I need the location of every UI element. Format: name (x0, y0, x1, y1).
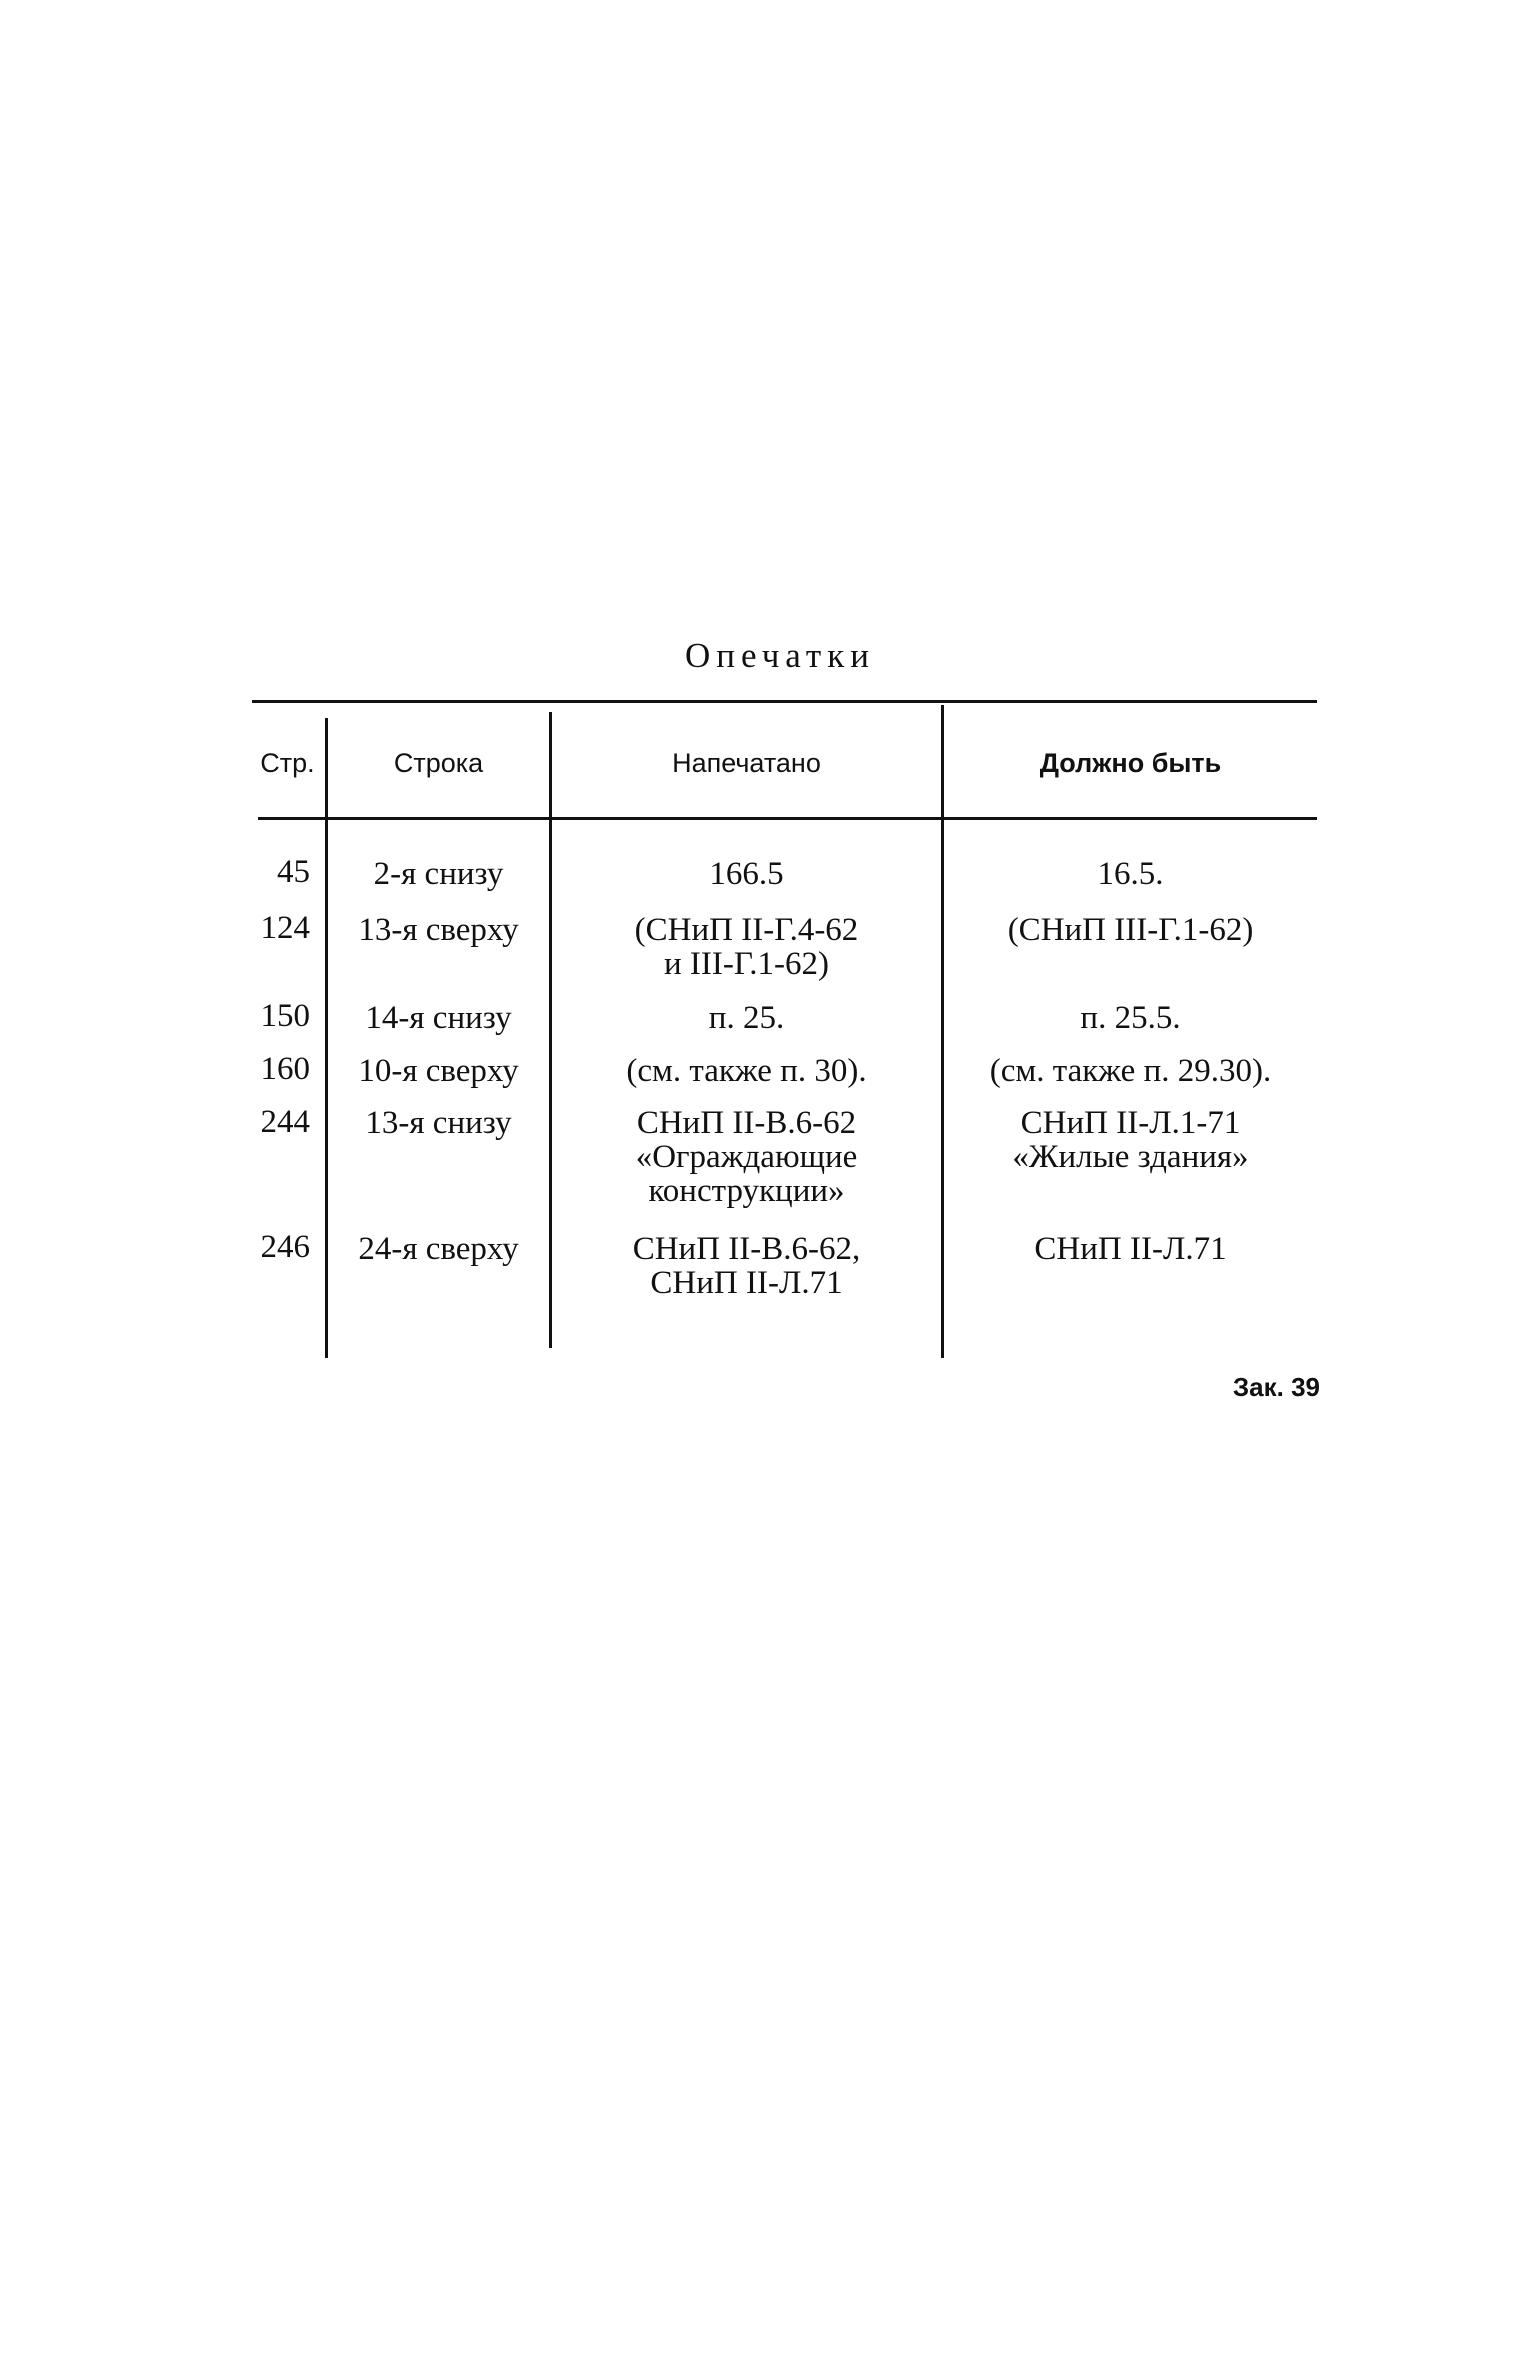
row-should-be: СНиП II-Л.1-71 «Жилые здания» (1012, 1105, 1249, 1175)
row-should-be: (см. также п. 29.30). (989, 1053, 1272, 1089)
row-page: 246 (260, 1229, 310, 1265)
column-header-line: Строка (393, 748, 484, 778)
row-printed: п. 25. (708, 1000, 785, 1036)
row-line: 24-я сверху (358, 1231, 519, 1267)
row-should-be: (СНиП III-Г.1-62) (1007, 912, 1254, 948)
row-should-be: 16.5. (1097, 856, 1164, 892)
row-printed: 166.5 (709, 856, 784, 892)
row-line: 14-я снизу (365, 1000, 512, 1036)
row-line: 10-я сверху (358, 1053, 519, 1089)
row-page: 244 (260, 1104, 310, 1140)
row-page: 150 (260, 998, 310, 1034)
row-printed: (СНиП II-Г.4-62 и III-Г.1-62) (634, 912, 859, 982)
column-header-printed: Напечатано (672, 748, 821, 778)
column-header-should-be: Должно быть (1039, 748, 1222, 778)
row-page: 160 (260, 1051, 310, 1087)
table-top-rule (252, 700, 1317, 703)
row-line: 2-я снизу (373, 856, 504, 892)
row-line: 13-я сверху (358, 912, 519, 948)
table-header-rule (258, 817, 1317, 820)
row-page: 45 (277, 854, 310, 890)
row-printed: (см. также п. 30). (626, 1053, 867, 1089)
column-header-page: Стр. (260, 748, 315, 778)
row-page: 124 (260, 910, 310, 946)
row-printed: СНиП II-В.6-62 «Ограждающие конструкции» (635, 1105, 858, 1209)
row-printed: СНиП II-В.6-62, СНиП II-Л.71 (632, 1231, 861, 1301)
row-should-be: СНиП II-Л.71 (1034, 1231, 1227, 1267)
row-line: 13-я снизу (365, 1105, 512, 1141)
order-number: Зак. 39 (1232, 1372, 1320, 1402)
page-title: Опечатки (685, 636, 875, 675)
row-should-be: п. 25.5. (1080, 1000, 1181, 1036)
